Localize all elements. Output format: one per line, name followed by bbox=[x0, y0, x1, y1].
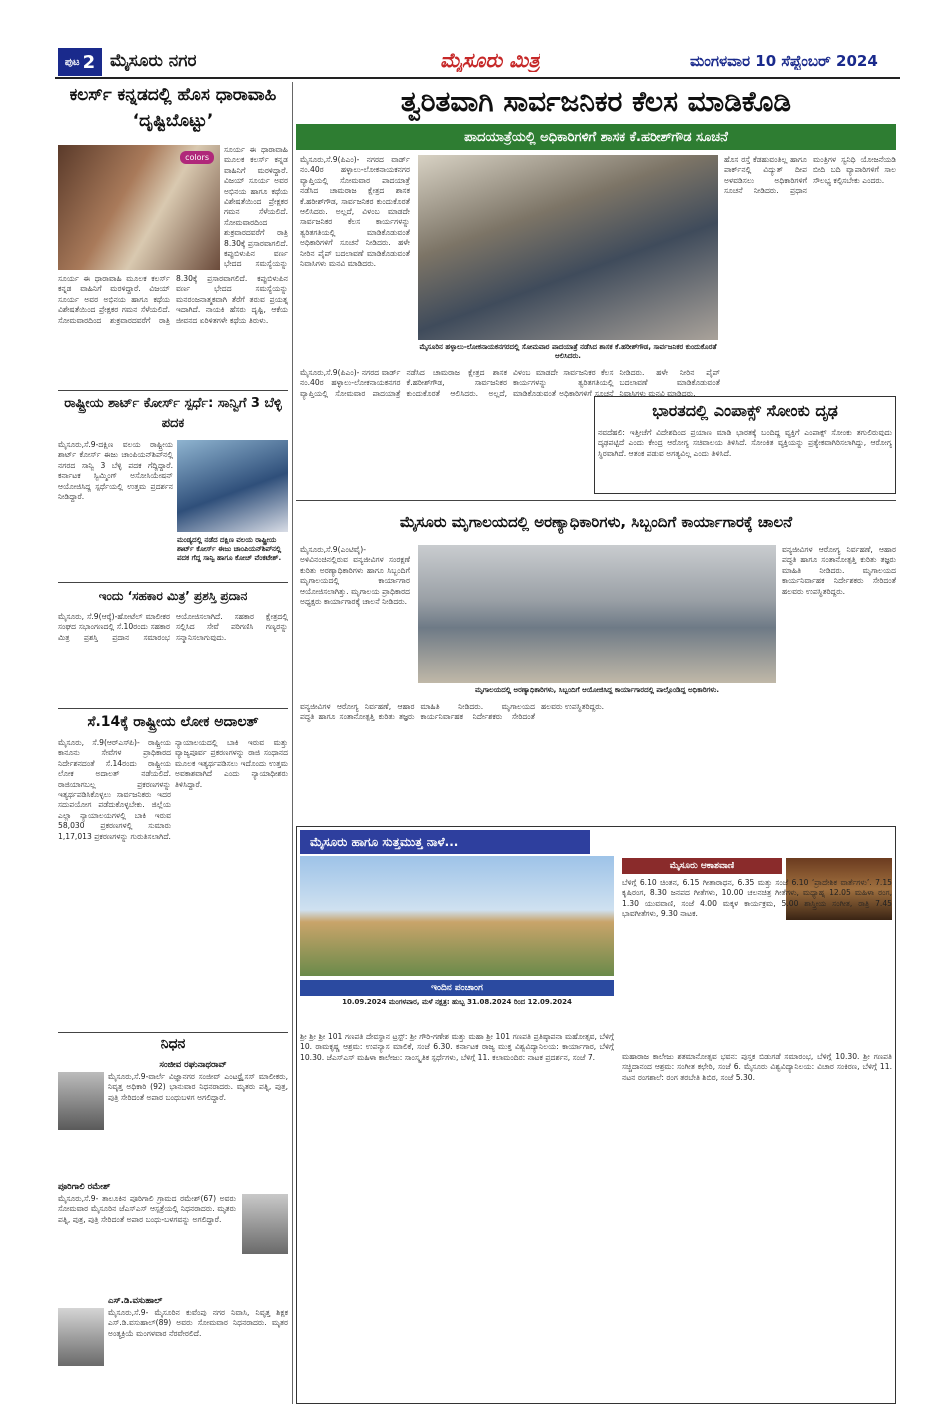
lead-body-col3: ಹೊಸ ರಸ್ತೆ ಕೆಡಹುವಂತಿಲ್ಲ ಹಾಗೂ ಪಾರ್ಕ್‍ನಲ್ಲಿ ವಿದ್ಯುತ್ ದೀಪ ಅಳವಡಿಸಲು ಅಧಿಕಾರಿಗಳಿಗೆ ಸೂಚನೆ ನೀಡಿದರು. ಪ್ರಧಾನ ಮಂತ್ರಿಗಳ ಸ್ವನಿಧಿ ಯೋಜನೆಯಡಿ ಬೀದಿ ಬದಿ ವ್ಯಾಪಾರಿಗಳಿಗೆ ಸಾಲ ಸೌಲಭ್ಯ ಕಲ್ಪಿಸಬೇಕು ಎಂದರು. bbox=[724, 155, 896, 196]
portrait-image bbox=[58, 1072, 104, 1130]
lead-body-col1: ಮೈಸೂರು,ಸೆ.9(ಪಿಎಂ)- ನಗರದ ವಾರ್ಡ್ ನಂ.40ರ ಹಳ್ಳಾಲು-ಲೋಕನಾಯಕನಗರ ವ್ಯಾಪ್ತಿಯಲ್ಲಿ ಸೋಮವಾರ ಪಾದಯಾತ್ರೆ ನಡೆಸಿದ ಚಾಮರಾಜ ಕ್ಷೇತ್ರದ ಶಾಸಕ ಕೆ.ಹರೀಶ್‍ಗೌಡ, ಸಾರ್ವಜನಿಕರ ಕುಂದುಕೊರತೆ ಆಲಿಸಿದರು. ಅಲ್ಲದೆ, ವಿಳಂಬ ಮಾಡದೇ ಸಾರ್ವಜನಿಕರ ಕೆಲಸ ಕಾರ್ಯಗಳನ್ನು ತ್ವರಿತಗತಿಯಲ್ಲಿ ಮಾಡಿಕೊಡುವಂತೆ ಅಧಿಕಾರಿಗಳಿಗೆ ಸೂಚನೆ ನೀಡಿದರು. ಹಳೇ ನೀರಿನ ಪೈಪ್ ಬದಲಾವಣೆ ಮಾಡಿಕೊಡುವಂತೆ ನಿವಾಸಿಗಳು ಮನವಿ ಮಾಡಿದರು. bbox=[300, 155, 410, 269]
zoo-body-col1: ಮೈಸೂರು,ಸೆ.9(ಎಂಟಿವೈ)- ಅಳಿವಿನಂಚಿನಲ್ಲಿರುವ ವನ್ಯಜೀವಿಗಳ ಸಂರಕ್ಷಣೆ ಕುರಿತು ಅರಣ್ಯಾಧಿಕಾರಿಗಳು ಹಾಗೂ ಸಿಬ್ಬಂದಿಗೆ ಮೃಗಾಲಯದಲ್ಲಿ ಕಾರ್ಯಾಗಾರ ಆಯೋಜಿಸಲಾಗಿತ್ತು. ಮೃಗಾಲಯ ಪ್ರಾಧಿಕಾರದ ಅಧ್ಯಕ್ಷರು ಕಾರ್ಯಾಗಾರಕ್ಕೆ ಚಾಲನೆ ನೀಡಿದರು. bbox=[300, 545, 410, 607]
obituary-item bbox=[58, 1060, 288, 1178]
lead-photo-caption: ಮೈಸೂರಿನ ಹಳ್ಳಾಲು-ಲೋಕನಾಯಕನಗರದಲ್ಲಿ ಸೋಮವಾರ ಪಾದಯಾತ್ರೆ ನಡೆಸಿದ ಶಾಸಕ ಕೆ.ಹರೀಶ್‍ಗೌಡ, ಸಾರ್ವಜನಿಕರ ಕುಂದುಕೊರತೆ ಆಲಿಸಿದರು. bbox=[419, 343, 717, 360]
swimmer-photo bbox=[177, 440, 288, 532]
radio-schedule: ಬೆಳಿಗ್ಗೆ 6.10 ಚಿಂತನ, 6.15 ಗೀತಾರಾಧನ, 6.35 ಮತ್ತು ಸಂಜೆ 6.10 ‘ಪ್ರಾದೇಶಿಕ ವಾರ್ತೆಗಳು’. 7.15 ಕೃಷಿರಂಗ, 8.30 ಜನಪದ ಗೀತೆಗಳು, 10.00 ಚಲನಚಿತ್ರ ಗೀತೆಗಳು, ಮಧ್ಯಾಹ್ನ 12.05 ಮಹಿಳಾ ರಂಗ, 1.30 ಯುವವಾಣಿ, ಸಂಜೆ 4.00 ಮಕ್ಕಳ ಕಾರ್ಯಕ್ರಮ, 5.00 ಶಾಸ್ತ್ರೀಯ ಸಂಗೀತ, ರಾತ್ರಿ 7.45 ಭಾವಗೀತೆಗಳು, 9.30 ನಾಟಕ. bbox=[622, 878, 892, 919]
panchanga-title: ಇಂದಿನ ಪಂಚಾಂಗ bbox=[300, 980, 614, 996]
dateline: ಮಂಗಳವಾರ 10 ಸೆಪ್ಟೆಂಬರ್ 2024 bbox=[690, 52, 878, 70]
lead-photo bbox=[418, 155, 718, 340]
column-divider bbox=[292, 82, 293, 1404]
sahakara-body: ಮೈಸೂರು, ಸೆ.9(ಆರ್‍ಕೆ)-ಹೋಟೆಲ್ ಮಾಲೀಕರ ಸಂಘದ ಸಭಾಂಗಣದಲ್ಲಿ ಸೆ.10ರಂದು ಸಹಕಾರ ಮಿತ್ರ ಪ್ರಶಸ್ತಿ ಪ್ರದಾನ ಸಮಾರಂಭ ಆಯೋಜಿಸಲಾಗಿದೆ. ಸಹಕಾರ ಕ್ಷೇತ್ರದಲ್ಲಿ ಸಲ್ಲಿಸಿದ ಸೇವೆ ಪರಿಗಣಿಸಿ ಗಣ್ಯರನ್ನು ಸನ್ಮಾನಿಸಲಾಗುವುದು. bbox=[58, 612, 288, 642]
palace-image bbox=[300, 856, 614, 976]
obituary-name: ಸಂಜೀವ ರಘುನಾಥರಾವ್ bbox=[159, 1060, 227, 1070]
divider bbox=[58, 390, 288, 391]
adalat-headline: ಸೆ.14ಕ್ಕೆ ರಾಷ್ಟ್ರೀಯ ಲೋಕ ಅದಾಲತ್ bbox=[87, 714, 259, 730]
colors-body: ಸೂರ್ಯ ಈ ಧಾರಾವಾಹಿ ಮೂಲಕ ಕಲರ್ಸ್ ಕನ್ನಡ ವಾಹಿನಿಗೆ ಮರಳಿದ್ದಾರೆ. ವಿಜಯ್ ಸೂರ್ಯ ಅವರ ಅಭಿನಯ ಹಾಗೂ ಕಥೆಯ ವಿಶೇಷತೆಯಿಂದ ಪ್ರೇಕ್ಷಕರ ಗಮನ ಸೆಳೆಯಲಿದೆ. ಸೋಮವಾರದಿಂದ ಶುಕ್ರವಾರದವರೆಗೆ ರಾತ್ರಿ 8.30ಕ್ಕೆ ಪ್ರಸಾರವಾಗಲಿದೆ. ಕಪ್ಪುಬಿಳುಪಿನ ವರ್ಣ ಭೇದದ ಸಮಸ್ಯೆಯನ್ನು bbox=[224, 145, 288, 269]
divider bbox=[296, 500, 896, 501]
empox-body: ನವದೆಹಲಿ: ಇತ್ತೀಚೆಗೆ ವಿದೇಶದಿಂದ ಪ್ರಯಾಣ ಮಾಡಿ ಭಾರತಕ್ಕೆ ಬಂದಿದ್ದ ವ್ಯಕ್ತಿಗೆ ಎಂಪಾಕ್ಸ್ ಸೋಂಕು ತಗುಲಿರುವುದು ದೃಢಪಟ್ಟಿದೆ ಎಂದು ಕೇಂದ್ರ ಆರೋಗ್ಯ ಸಚಿವಾಲಯ ತಿಳಿಸಿದೆ. ಸೋಂಕಿತ ವ್ಯಕ್ತಿಯನ್ನು ಪ್ರತ್ಯೇಕವಾಗಿರಿಸಲಾಗಿದ್ದು, ಆರೋಗ್ಯ ಸ್ಥಿರವಾಗಿದೆ. ಆತಂಕ ಪಡುವ ಅಗತ್ಯವಿಲ್ಲ ಎಂದು ತಿಳಿಸಿದೆ. bbox=[598, 428, 892, 458]
sahakara-headline: ಇಂದು ‘ಸಹಕಾರ ಮಿತ್ರ’ ಪ್ರಶಸ್ತಿ ಪ್ರದಾನ bbox=[98, 589, 248, 603]
page-number-badge bbox=[58, 48, 102, 76]
portrait-image bbox=[242, 1194, 288, 1254]
lead-body-bottom: ಮೈಸೂರು,ಸೆ.9(ಪಿಎಂ)- ನಗರದ ವಾರ್ಡ್ ನಂ.40ರ ಹಳ್ಳಾಲು-ಲೋಕನಾಯಕನಗರ ವ್ಯಾಪ್ತಿಯಲ್ಲಿ ಸೋಮವಾರ ಪಾದಯಾತ್ರೆ ನಡೆಸಿದ ಚಾಮರಾಜ ಕ್ಷೇತ್ರದ ಶಾಸಕ ಕೆ.ಹರೀಶ್‍ಗೌಡ, ಸಾರ್ವಜನಿಕರ ಕುಂದುಕೊರತೆ ಆಲಿಸಿದರು. ಅಲ್ಲದೆ, ವಿಳಂಬ ಮಾಡದೇ ಸಾರ್ವಜನಿಕರ ಕೆಲಸ ಕಾರ್ಯಗಳನ್ನು ತ್ವರಿತಗತಿಯಲ್ಲಿ ಮಾಡಿಕೊಡುವಂತೆ ಅಧಿಕಾರಿಗಳಿಗೆ ಸೂಚನೆ ನೀಡಿದರು. ಹಳೇ ನೀರಿನ ಪೈಪ್ ಬದಲಾವಣೆ ಮಾಡಿಕೊಡುವಂತೆ ನಿವಾಸಿಗಳು ಮನವಿ ಮಾಡಿದರು. bbox=[300, 368, 720, 398]
serial-poster-image bbox=[58, 145, 220, 270]
portrait-image bbox=[58, 1308, 104, 1366]
events-list-2: ಮಹಾರಾಜ ಕಾಲೇಜು ಶತಮಾನೋತ್ಸವ ಭವನ: ಪುಸ್ತಕ ಬಿಡುಗಡೆ ಸಮಾರಂಭ, ಬೆಳಿಗ್ಗೆ 10.30. ಶ್ರೀ ಗಣಪತಿ ಸಚ್ಚಿದಾನಂದ ಆಶ್ರಮ: ಸಂಗೀತ ಕಛೇರಿ, ಸಂಜೆ 6. ಮೈಸೂರು ವಿಶ್ವವಿದ್ಯಾನಿಲಯ: ವಿಚಾರ ಸಂಕಿರಣ, ಬೆಳಿಗ್ಗೆ 11. ನಟನ ರಂಗಶಾಲೆ: ರಂಗ ತರಬೇತಿ ಶಿಬಿರ, ಸಂಜೆ 5.30. bbox=[622, 1052, 892, 1082]
radio-title: ಮೈಸೂರು ಆಕಾಶವಾಣಿ bbox=[622, 858, 782, 874]
adalat-body: ಮೈಸೂರು, ಸೆ.9(ಆರ್‍ಎಸ್‍ಪಿ)- ರಾಷ್ಟ್ರೀಯ ಕಾನೂನು ಸೇವೆಗಳ ಪ್ರಾಧಿಕಾರದ ನಿರ್ದೇಶನದಂತೆ ಸೆ.14ರಂದು ರಾಷ್ಟ್ರೀಯ ಲೋಕ ಅದಾಲತ್ ನಡೆಯಲಿದೆ. ರಾಜಿಯಾಗಬಲ್ಲ ಪ್ರಕರಣಗಳನ್ನು ಇತ್ಯರ್ಥಪಡಿಸಿಕೊಳ್ಳಲು ಸಾರ್ವಜನಿಕರು ಇದರ ಸದುಪಯೋಗ ಪಡೆದುಕೊಳ್ಳಬೇಕು. ಜಿಲ್ಲೆಯ ಎಲ್ಲಾ ನ್ಯಾಯಾಲಯಗಳಲ್ಲಿ ಬಾಕಿ ಇರುವ 58,030 ಪ್ರಕರಣಗಳಲ್ಲಿ ಸುಮಾರು 1,17,013 ಪ್ರಕರಣಗಳನ್ನು ಗುರುತಿಸಲಾಗಿದೆ. bbox=[58, 738, 171, 841]
divider bbox=[58, 708, 288, 709]
divider bbox=[58, 1032, 288, 1033]
zoo-photo-caption: ಮೃಗಾಲಯದಲ್ಲಿ ಅರಣ್ಯಾಧಿಕಾರಿಗಳು, ಸಿಬ್ಬಂದಿಗೆ ಆಯೋಜಿಸಿದ್ದ ಕಾರ್ಯಾಗಾರದಲ್ಲಿ ಪಾಲ್ಗೊಂಡಿದ್ದ ಅಧಿಕಾರಿಗಳು. bbox=[474, 686, 719, 694]
panchanga-text: 10.09.2024 ಮಂಗಳವಾರ, ಮಳೆ ನಕ್ಷತ್ರ: ಹುಬ್ಬ 31.08.2024 ರಿಂದ 12.09.2024 bbox=[342, 998, 572, 1006]
obituary-item bbox=[58, 1296, 288, 1404]
page-number: 2 bbox=[82, 51, 96, 73]
events-list: ಶ್ರೀ ಶ್ರೀ ಶ್ರೀ 101 ಗಣಪತಿ ದೇವಸ್ಥಾನ ಟ್ರಸ್ಟ್: ಶ್ರೀ ಗೌರಿ-ಗಣೇಶ ಮತ್ತು ಮಹಾ ಶ್ರೀ 101 ಗಣಪತಿ ಪ್ರತಿಷ್ಠಾಪನಾ ಮಹೋತ್ಸವ, ಬೆಳಿಗ್ಗೆ 10. ರಾಮಕೃಷ್ಣ ಆಶ್ರಮ: ಉಪನ್ಯಾಸ ಮಾಲಿಕೆ, ಸಂಜೆ 6.30. ಕರ್ನಾಟಕ ರಾಜ್ಯ ಮುಕ್ತ ವಿಶ್ವವಿದ್ಯಾನಿಲಯ: ಕಾರ್ಯಾಗಾರ, ಬೆಳಿಗ್ಗೆ 10.30. ಜೆಎಸ್‍ಎಸ್ ಮಹಿಳಾ ಕಾಲೇಜು: ಸಾಂಸ್ಕೃತಿಕ ಸ್ಪರ್ಧೆಗಳು, ಬೆಳಿಗ್ಗೆ 11. ಕಲಾಮಂದಿರ: ನಾಟಕ ಪ್ರದರ್ಶನ, ಸಂಜೆ 7. bbox=[300, 1032, 614, 1062]
page-label: ಪುಟ bbox=[64, 56, 80, 68]
obituary-title: ನಿಧನ bbox=[160, 1036, 186, 1052]
colors-badge: colors bbox=[180, 151, 214, 164]
divider bbox=[58, 582, 288, 583]
lead-subhead: ಪಾದಯಾತ್ರೆಯಲ್ಲಿ ಅಧಿಕಾರಿಗಳಿಗೆ ಶಾಸಕ ಕೆ.ಹರೀಶ್‍ಗೌಡ ಸೂಚನೆ bbox=[296, 124, 896, 150]
short-course-body: ಮೈಸೂರು,ಸೆ.9-ದಕ್ಷಿಣ ವಲಯ ರಾಷ್ಟ್ರೀಯ ಶಾರ್ಟ್ ಕೋರ್ಸ್ ಈಜು ಚಾಂಪಿಯನ್‍ಶಿಪ್‍ನಲ್ಲಿ ನಗರದ ಸಾನ್ವಿ 3 ಬೆಳ್ಳಿ ಪದಕ ಗೆದ್ದಿದ್ದಾರೆ. ಕರ್ನಾಟಕ ಸ್ವಿಮ್ಮಿಂಗ್ ಅಸೋಸಿಯೇಷನ್ ಆಯೋಜಿಸಿದ್ದ ಸ್ಪರ್ಧೆಯಲ್ಲಿ ಉತ್ತಮ ಪ್ರದರ್ಶನ ನೀಡಿದ್ದಾರೆ. bbox=[58, 440, 173, 502]
zoo-group-photo bbox=[418, 545, 776, 683]
obituary-text: ಮೈಸೂರು,ಸೆ.9- ತಾಲೂಕಿನ ಪೂರಿಗಾಲಿ ಗ್ರಾಮದ ರಮೇಶ್(67) ಅವರು ಸೋಮವಾರ ಮೈಸೂರಿನ ಜೆಎಸ್‍ಎಸ್ ಆಸ್ಪತ್ರೆಯಲ್ಲಿ ನಿಧನರಾದರು. ಮೃತರು ಪತ್ನಿ, ಪುತ್ರ, ಪುತ್ರಿ ಸೇರಿದಂತೆ ಅಪಾರ ಬಂಧು-ಬಳಗವನ್ನು ಅಗಲಿದ್ದಾರೆ. bbox=[58, 1194, 236, 1224]
colors-body-2: ಸೂರ್ಯ ಈ ಧಾರಾವಾಹಿ ಮೂಲಕ ಕಲರ್ಸ್ ಕನ್ನಡ ವಾಹಿನಿಗೆ ಮರಳಿದ್ದಾರೆ. ವಿಜಯ್ ಸೂರ್ಯ ಅವರ ಅಭಿನಯ ಹಾಗೂ ಕಥೆಯ ವಿಶೇಷತೆಯಿಂದ ಪ್ರೇಕ್ಷಕರ ಗಮನ ಸೆಳೆಯಲಿದೆ. ಸೋಮವಾರದಿಂದ ಶುಕ್ರವಾರದವರೆಗೆ ರಾತ್ರಿ 8.30ಕ್ಕೆ ಪ್ರಸಾರವಾಗಲಿದೆ. ಕಪ್ಪುಬಿಳುಪಿನ ವರ್ಣ ಭೇದದ ಸಮಸ್ಯೆಯನ್ನು ಮನರಂಜನಾತ್ಮಕವಾಗಿ ತೆರೆಗೆ ತರುವ ಪ್ರಯತ್ನ ಇದಾಗಿದೆ. ನಾಯಕಿ ಹೆಸರು ದೃಷ್ಟಿ, ಆಕೆಯ ಜೀವನದ ಏರಿಳಿತಗಳೇ ಕಥೆಯ ತಿರುಳು. bbox=[58, 274, 288, 325]
short-course-caption: ಮಂಡ್ಯದಲ್ಲಿ ನಡೆದ ದಕ್ಷಿಣ ವಲಯ ರಾಷ್ಟ್ರೀಯ ಶಾರ್ಟ್ ಕೋರ್ಸ್ ಈಜು ಚಾಂಪಿಯನ್‍ಶಿಪ್‍ನಲ್ಲಿ ಪದಕ ಗೆದ್ದ ಸಾನ್ವಿ ಹಾಗೂ ಕೋಚ್ ವೆಂಕಟೇಶ್. bbox=[177, 536, 282, 562]
short-course-headline: ರಾಷ್ಟ್ರೀಯ ಶಾರ್ಟ್ ಕೋರ್ಸ್ ಸ್ಪರ್ಧೆ: ಸಾನ್ವಿಗೆ 3 ಬೆಳ್ಳಿ ಪದಕ bbox=[64, 396, 282, 431]
obituary-text: ಮೈಸೂರು,ಸೆ.9- ಮೈಸೂರಿನ ಕುವೆಂಪು ನಗರ ನಿವಾಸಿ, ನಿವೃತ್ತ ಶಿಕ್ಷಕ ಎಸ್.ಡಿ.ವಸುಹಾಲ್(89) ಅವರು ಸೋಮವಾರ ನಿಧನರಾದರು. ಮೃತರ ಅಂತ್ಯಕ್ರಿಯೆ ಮಂಗಳವಾರ ನೆರವೇರಲಿದೆ. bbox=[108, 1308, 288, 1338]
obituary-name: ಎಸ್.ಡಿ.ವಸುಹಾಲ್ bbox=[108, 1296, 163, 1306]
section-title: ಮೈಸೂರು ನಗರ bbox=[110, 51, 197, 71]
obituary-text: ಮೈಸೂರು,ಸೆ.9-ವಾರ್ಲೆ ವಿಜ್ಞಾನಗರ ಸಂಜೀವ್ ಎಂಟರ್‍ಪ್ರೈಸಸ್ ಮಾಲೀಕರು, ನಿವೃತ್ತ ಅಧಿಕಾರಿ (92) ಭಾನುವಾರ ನಿಧನರಾದರು. ಮೃತರು ಪತ್ನಿ, ಪುತ್ರ, ಪುತ್ರಿ ಸೇರಿದಂತೆ ಅಪಾರ ಬಂಧುಬಳಗ ಅಗಲಿದ್ದಾರೆ. bbox=[108, 1072, 288, 1102]
zoo-headline: ಮೈಸೂರು ಮೃಗಾಲಯದಲ್ಲಿ ಅರಣ್ಯಾಧಿಕಾರಿಗಳು, ಸಿಬ್ಬಂದಿಗೆ ಕಾರ್ಯಾಗಾರಕ್ಕೆ ಚಾಲನೆ bbox=[399, 513, 793, 531]
adalat-body-2: ನ್ಯಾಯಾಲಯದಲ್ಲಿ ಬಾಕಿ ಇರುವ ಮತ್ತು ವ್ಯಾಜ್ಯಪೂರ್ವ ಪ್ರಕರಣಗಳನ್ನು ರಾಜಿ ಸಂಧಾನದ ಮೂಲಕ ಇತ್ಯರ್ಥಪಡಿಸಲು ಇದೊಂದು ಉತ್ತಮ ಅವಕಾಶವಾಗಿದೆ ಎಂದು ನ್ಯಾಯಾಧೀಶರು ತಿಳಿಸಿದ್ದಾರೆ. bbox=[175, 738, 288, 789]
zoo-body-col3: ವನ್ಯಜೀವಿಗಳ ಆರೋಗ್ಯ ನಿರ್ವಹಣೆ, ಆಹಾರ ಪದ್ಧತಿ ಹಾಗೂ ಸಂತಾನೋತ್ಪತ್ತಿ ಕುರಿತು ತಜ್ಞರು ಮಾಹಿತಿ ನೀಡಿದರು. ಮೃಗಾಲಯದ ಕಾರ್ಯನಿರ್ವಾಹಕ ನಿರ್ದೇಶಕರು ಸೇರಿದಂತೆ ಹಲವರು ಉಪಸ್ಥಿತರಿದ್ದರು. bbox=[782, 545, 896, 596]
obituary-name: ಪೂರಿಗಾಲಿ ರಮೇಶ್ bbox=[58, 1182, 111, 1192]
empox-headline: ಭಾರತದಲ್ಲಿ ಎಂಪಾಕ್ಸ್ ಸೋಂಕು ದೃಢ bbox=[652, 401, 838, 420]
obituary-item bbox=[58, 1182, 288, 1292]
colors-headline: ಕಲರ್ಸ್ ಕನ್ನಡದಲ್ಲಿ ಹೊಸ ಧಾರಾವಾಹಿ ‘ದೃಷ್ಟಿಬೊಟ್ಟು’ bbox=[69, 85, 277, 131]
lead-headline: ತ್ವರಿತವಾಗಿ ಸಾರ್ವಜನಿಕರ ಕೆಲಸ ಮಾಡಿಕೊಡಿ bbox=[400, 85, 792, 118]
newspaper-name: ಮೈಸೂರು ಮಿತ್ರ bbox=[440, 48, 540, 72]
events-title: ಮೈಸೂರು ಹಾಗೂ ಸುತ್ತಮುತ್ತ ನಾಳೆ... bbox=[300, 830, 590, 854]
zoo-body-bottom: ವನ್ಯಜೀವಿಗಳ ಆರೋಗ್ಯ ನಿರ್ವಹಣೆ, ಆಹಾರ ಪದ್ಧತಿ ಹಾಗೂ ಸಂತಾನೋತ್ಪತ್ತಿ ಕುರಿತು ತಜ್ಞರು ಮಾಹಿತಿ ನೀಡಿದರು. ಮೃಗಾಲಯದ ಕಾರ್ಯನಿರ್ವಾಹಕ ನಿರ್ದೇಶಕರು ಸೇರಿದಂತೆ ಹಲವರು ಉಪಸ್ಥಿತರಿದ್ದರು. bbox=[300, 702, 605, 722]
